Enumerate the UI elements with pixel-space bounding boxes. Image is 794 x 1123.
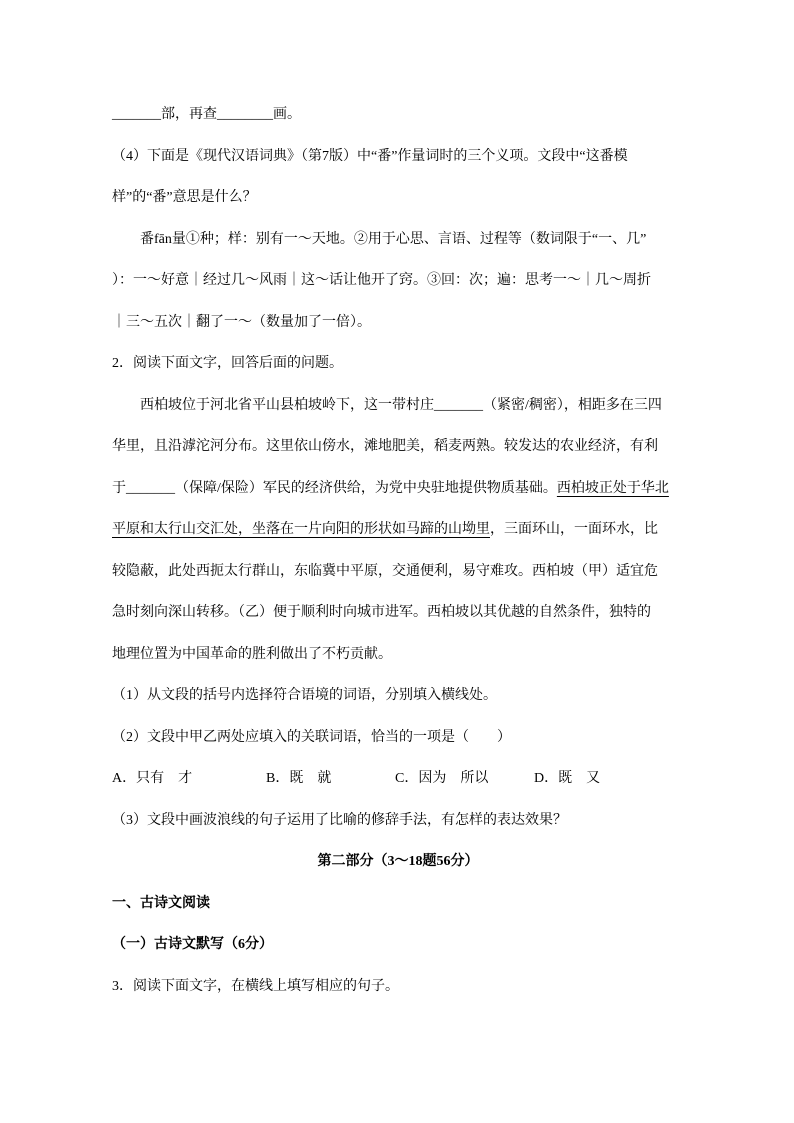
passage-line-3-normal: 于_______（保障/保险）军民的经济供给，为党中央驻地提供物质基础。 [112,480,557,496]
option-c: C．因为 所以 [395,771,489,786]
passage-line-4 [112,509,684,551]
answer-options-row [112,758,684,800]
passage-line-7: 地理位置为中国革命的胜利做出了不朽贡献。 [112,646,392,662]
passage-line-2: 华里，且沿滹沱河分布。这里依山傍水，滩地肥美，稻麦两熟。较发达的农业经济，有利 [112,439,658,454]
question-4-line-1: （4）下面是《现代汉语词典》（第7版）中“番”作量词时的三个义项。文段中“这番模 [112,148,628,164]
sub-question-1: （1）从文段的括号内选择符合语境的词语，分别填入横线处。 [112,688,497,703]
dictionary-entry-line-2: ）：一～好意｜经过几～风雨｜这～话让他开了窍。③回：次；遍：思考一～｜几～周折 [112,273,651,288]
part-2-heading: 第二部分（3～18题56分） [317,854,479,869]
passage-line-6: 急时刻向深山转移。（乙）便于顺利时向城市进军。西柏坡以其优越的自然条件，独特的 [112,605,651,620]
passage-line-4-underlined: 平原和太行山交汇处，坐落在一片向阳的形状如马蹄的山坳里 [112,522,490,537]
passage-line-3-underlined: 西柏坡正处于华北 [556,480,669,496]
question-2-intro: 2．阅读下面文字，回答后面的问题。 [112,356,343,371]
dictionary-entry-line-3: ｜三～五次｜翻了一～（数量加了一倍）。 [112,314,371,330]
passage-line-4-normal: ，三面环山，一面环水，比 [490,522,658,537]
question-3-intro: 3．阅读下面文字，在横线上填写相应的句子。 [112,978,399,994]
section-1-heading: 一、古诗文阅读 [112,895,210,911]
option-b: B．既 就 [266,771,332,786]
sub-question-2: （2）文段中甲乙两处应填入的关联词语，恰当的一项是（ ） [112,729,511,745]
option-d: D．既 又 [534,771,601,786]
option-a: A．只有 才 [112,771,193,786]
sub-question-3: （3）文段中画波浪线的句子运用了比喻的修辞手法，有怎样的表达效果？ [112,812,567,828]
passage-line-5: 较隐蔽，此处西扼太行群山，东临冀中平原，交通便利，易守难攻。西柏坡（甲）适宜危 [112,563,658,579]
passage-line-1: 西柏坡位于河北省平山县柏坡岭下，这一带村庄_______（紧密/稠密），相距多在三四 [140,397,662,413]
passage-line-3 [112,468,684,510]
exam-paper-page [112,94,684,1007]
subsection-1-heading: （一）古诗文默写（6分） [112,937,273,952]
question-4-line-2: 样”的“番”意思是什么？ [112,190,257,205]
fill-blank-line: _______部，再查________画。 [112,107,301,122]
dictionary-entry-line-1: 番fān量①种；样：别有一～天地。②用于心思、言语、过程等（数词限于“一、几” [140,231,647,247]
